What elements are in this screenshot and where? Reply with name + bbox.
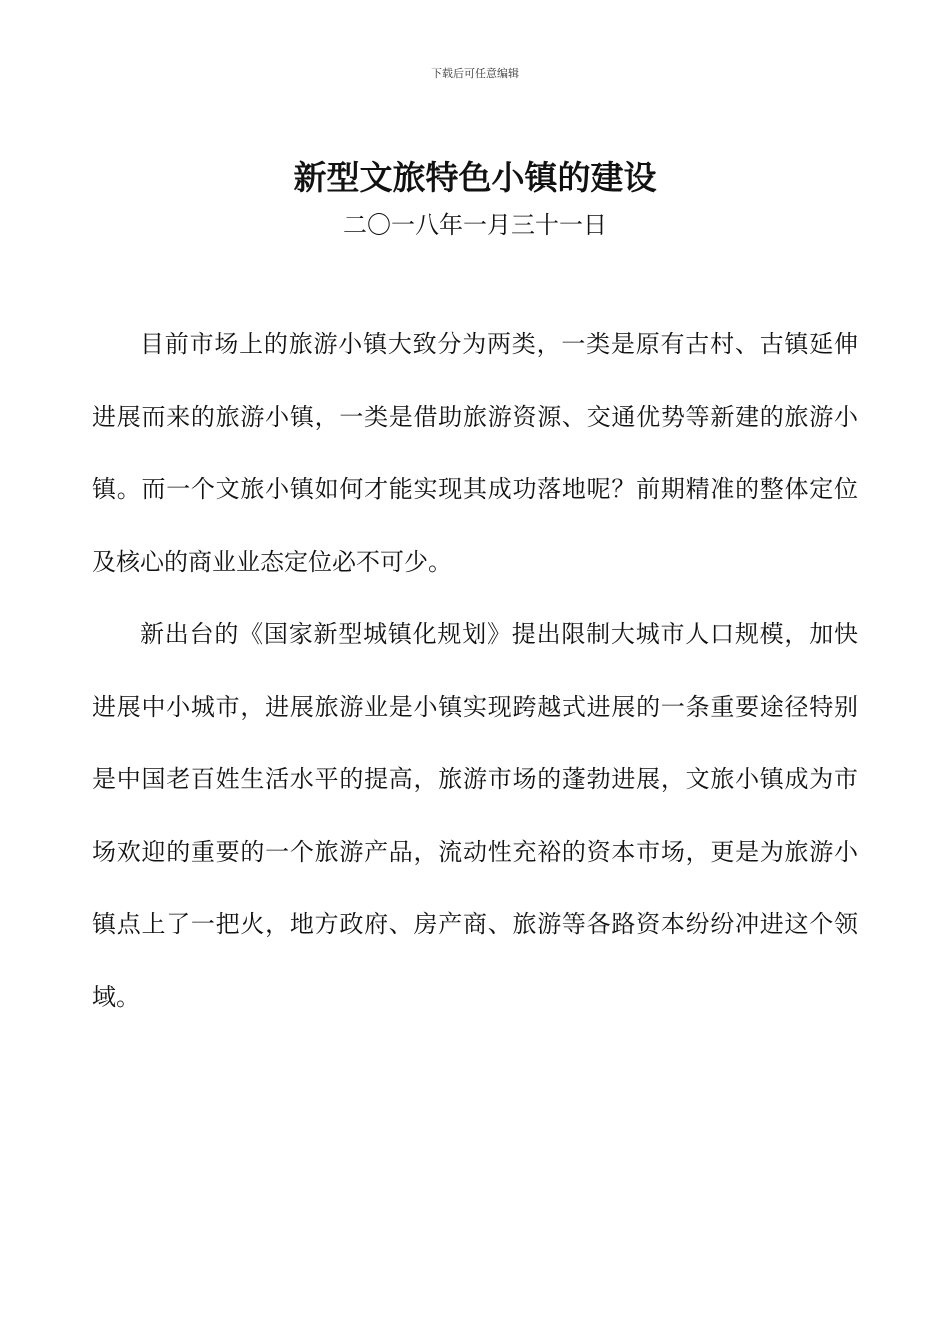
paragraph-1: 目前市场上的旅游小镇大致分为两类，一类是原有古村、古镇延伸进展而来的旅游小镇，一类是借助旅游资源、交通优势等新建的旅游小镇。而一个文旅小镇如何才能实现其成功落地呢？前期精准的整体定位及核心的商业业态定位必不可少。 xyxy=(92,330,858,576)
document-title: 新型文旅特色小镇的建设 xyxy=(293,158,657,197)
document-body xyxy=(92,308,858,1033)
header-note: 下载后可任意编辑 xyxy=(431,67,519,80)
document-date: 二〇一八年一月三十一日 xyxy=(343,211,607,239)
paragraph-2: 新出台的《国家新型城镇化规划》提出限制大城市人口规模，加快进展中小城市，进展旅游业是小镇实现跨越式进展的一条重要途径特别是中国老百姓生活水平的提高，旅游市场的蓬勃进展，文旅小镇成为市场欢迎的重要的一个旅游产品，流动性充裕的资本市场，更是为旅游小镇点上了一把火，地方政府、房产商、旅游等各路资本纷纷冲进这个领域。 xyxy=(92,620,858,1011)
